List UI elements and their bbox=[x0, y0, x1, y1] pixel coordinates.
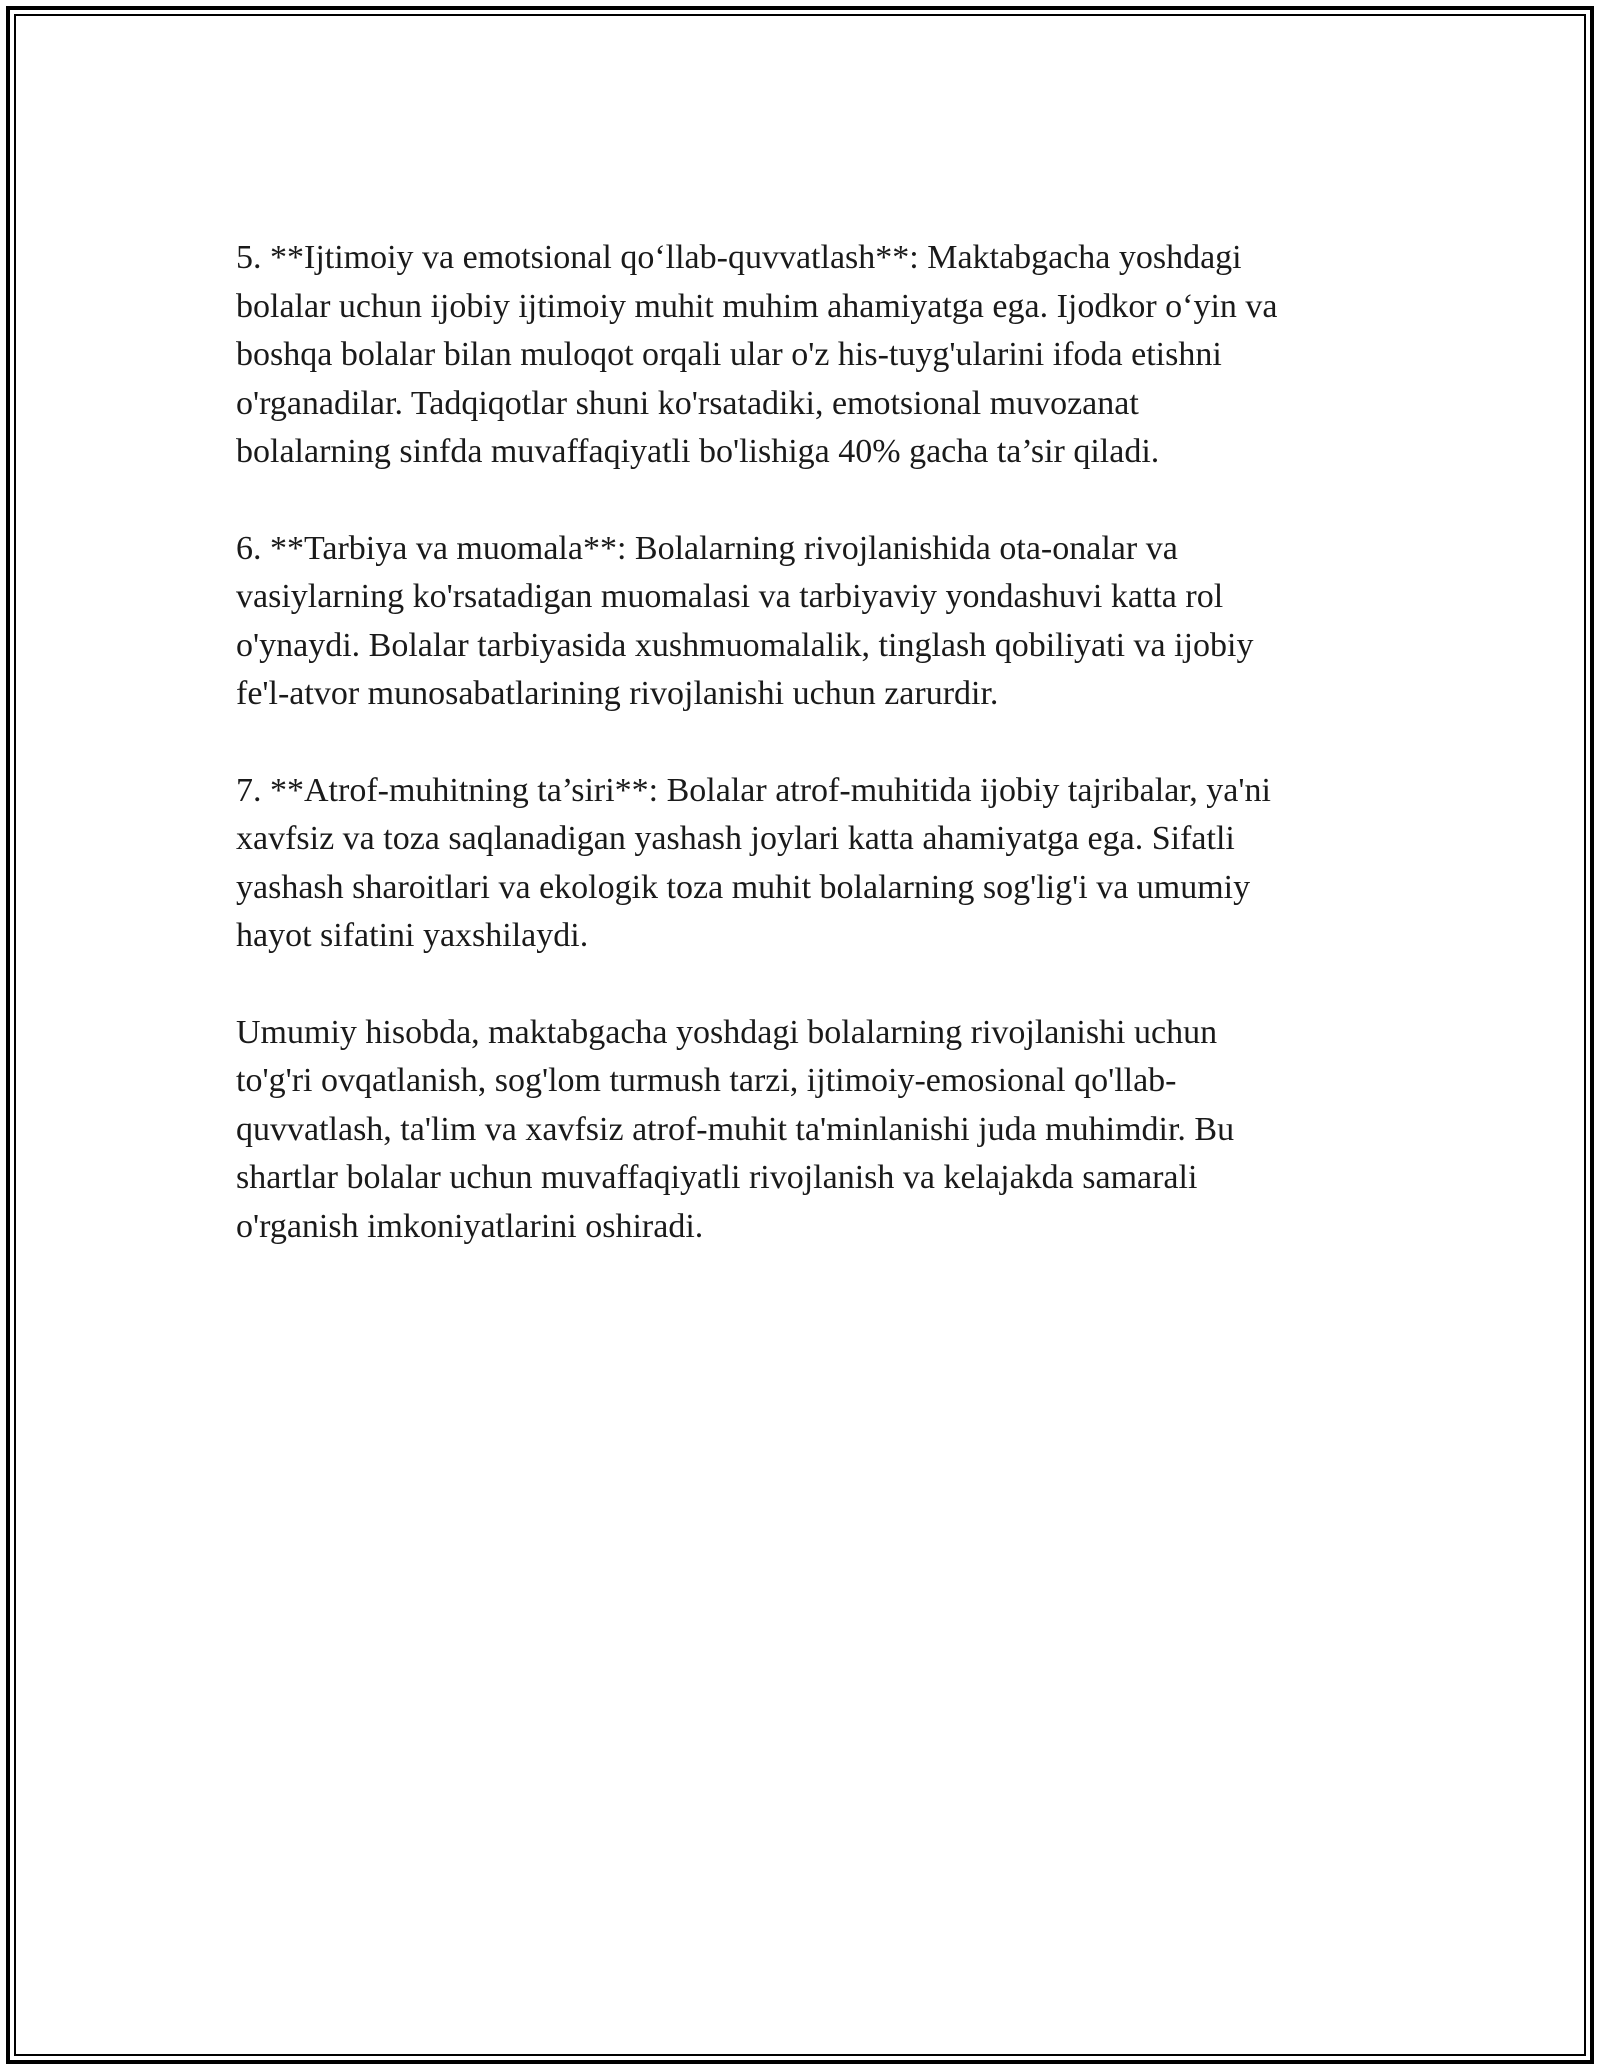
paragraph-conclusion: Umumiy hisobda, maktabgacha yoshdagi bolalarning rivojlanishi uchun to'g'ri ovqatlanish, sog'lom turmush tarzi, ijtimoiy-emosional qo'llab- quvvatlash, ta'lim va xavfsiz atrof-muhit ta'minlanishi juda muhimdir. Bu shartlar bolalar uchun muvaffaqiyatli rivojlanish va kelajakda samarali o'rganish imkoniyatlarini oshiradi. bbox=[236, 1013, 1235, 1245]
page-content bbox=[236, 234, 1376, 1299]
paragraph-social-emotional-support: 5. **Ijtimoiy va emotsional qo‘llab-quvvatlash**: Maktabgacha yoshdagi bolalar uchun ijobiy ijtimoiy muhit muhim ahamiyatga ega. Ijodkor o‘yin va boshqa bolalar bilan muloqot orqali ular o'z his-tuyg'ularini ifoda etishni o'rganadilar. Tadqiqotlar shuni ko'rsatadiki, emotsional muvozanat bolalarning sinfda muvaffaqiyatli bo'lishiga 40% gacha ta’sir qiladi. bbox=[236, 239, 1278, 470]
paragraph-environment-influence: 7. **Atrof-muhitning ta’siri**: Bolalar atrof-muhitida ijobiy tajribalar, ya'ni xavfsiz va toza saqlanadigan yashash joylari katta ahamiyatga ega. Sifatli yashash sharoitlari va ekologik toza muhit bolalarning sog'lig'i va umumiy hayot sifatini yaxshilaydi. bbox=[236, 771, 1271, 954]
paragraph-upbringing-and-behavior: 6. **Tarbiya va muomala**: Bolalarning rivojlanishida ota-onalar va vasiylarning ko'rsatadigan muomalasi va tarbiyaviy yondashuvi katta rol o'ynaydi. Bolalar tarbiyasida xushmuomalalik, tinglash qobiliyati va ijobiy fe'l-atvor munosabatlarining rivojlanishi uchun zarurdir. bbox=[236, 529, 1254, 712]
